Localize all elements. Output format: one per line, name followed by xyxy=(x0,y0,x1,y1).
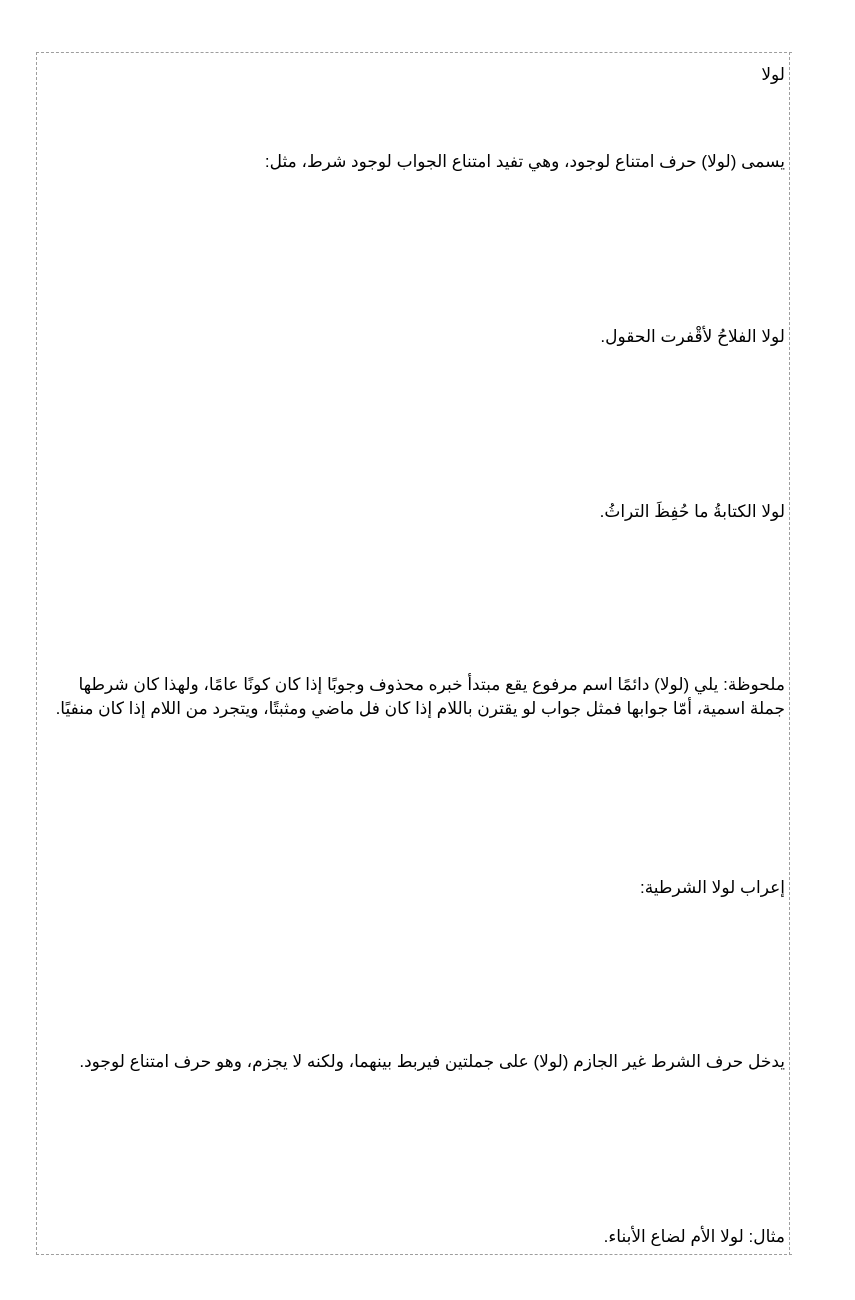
example-sentence-1: لولا الفلاحُ لأقْفرت الحقول. xyxy=(600,327,785,346)
section-heading-parsing: إعراب لولا الشرطية: xyxy=(639,878,785,897)
example-sentence-3: مثال: لولا الأم لضاع الأبناء. xyxy=(603,1227,785,1246)
note-paragraph: ملحوظة: يلي (لولا) دائمًا اسم مرفوع يقع مبتدأ خبره محذوف وجوبًا إذا كان كونًا عامًا، ولهذا كان شرطها جملة اسمية، أمّا جوابها فمثل جواب لو يقترن باللام إذا كان فل ماضي ومثبتًا، ويتجرد من اللام إذا كان منفيًا. xyxy=(55,675,785,718)
parsing-paragraph: يدخل حرف الشرط غير الجازم (لولا) على جملتين فيربط بينهما، ولكنه لا يجزم، وهو حرف امتناع لوجود. xyxy=(79,1052,785,1071)
right-margin-rule xyxy=(789,52,790,1255)
definition-paragraph: يسمى (لولا) حرف امتناع لوجود، وهي تفيد امتناع الجواب لوجود شرط، مثل: xyxy=(264,152,785,171)
page-border xyxy=(36,52,792,1255)
document-title: لولا xyxy=(761,65,785,84)
example-sentence-2: لولا الكتابةُ ما حُفِظَ التراثُ. xyxy=(599,502,785,521)
